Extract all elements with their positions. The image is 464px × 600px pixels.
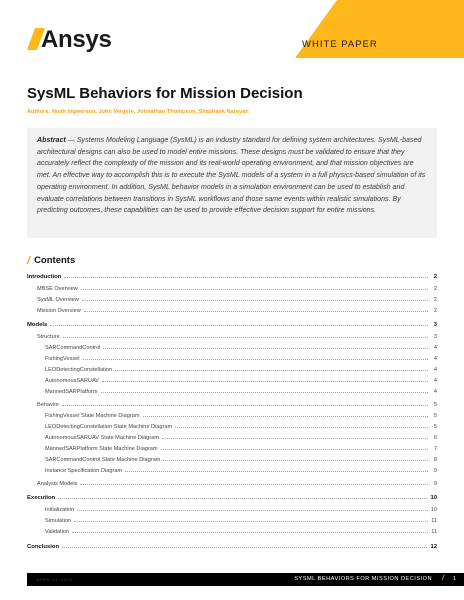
toc-entry-label: Introduction [27,274,62,280]
toc-entry-label: LEODetectingConstellation [45,367,113,373]
toc-dot-leader [62,400,428,406]
toc-dot-leader [162,433,428,439]
toc-entry-page: 4 [433,345,437,351]
toc-entry[interactable] [27,542,437,552]
toc-dot-leader [82,295,428,301]
toc-entry-label: Execution [27,495,56,501]
abstract-paragraph [37,135,427,217]
toc-entry-page: 5 [433,402,437,408]
toc-entry-label: Initialization [45,507,75,513]
toc-entry-label: Instance Specification Diagram [45,468,123,474]
toc-dot-leader [102,376,428,382]
toc-dot-leader [80,479,428,485]
toc-dot-leader [83,354,428,360]
toc-entry[interactable] [27,411,437,421]
toc-entry-page: 11 [431,518,437,524]
toc-entry[interactable] [27,493,437,503]
toc-entry[interactable] [27,284,437,294]
toc-dot-leader [103,343,428,349]
toc-dot-leader [161,444,428,450]
abstract-label: Abstract [37,136,66,144]
toc-entry-page: 3 [433,334,437,340]
toc-entry[interactable] [27,354,437,364]
contents-slash-mark: / [27,255,31,267]
toc-entry[interactable] [27,466,437,476]
toc-entry[interactable] [27,306,437,316]
toc-entry[interactable] [27,343,437,353]
toc-entry-page: 6 [433,435,437,441]
toc-entry-label: FishingVessel State Machine Diagram [45,413,140,419]
toc-dot-leader [84,306,428,312]
toc-entry-label: Conclusion [27,544,60,550]
toc-entry-page: 11 [431,529,437,535]
toc-dot-leader [101,387,428,393]
toc-entry[interactable] [27,332,437,342]
toc-entry[interactable] [27,422,437,432]
toc-dot-leader [81,284,428,290]
table-of-contents [27,272,437,552]
toc-entry[interactable] [27,387,437,397]
toc-entry-page: 4 [433,367,437,373]
toc-entry-label: Structure [37,334,60,340]
toc-entry-page: 4 [433,378,437,384]
toc-entry-page: 7 [433,446,437,452]
toc-entry[interactable] [27,444,437,454]
toc-entry-page: 9 [433,481,437,487]
contents-heading [27,254,75,268]
abstract-box [27,128,437,238]
page-footer [27,573,464,586]
toc-entry[interactable] [27,433,437,443]
toc-entry-label: Models [27,322,48,328]
toc-entry[interactable] [27,479,437,489]
toc-entry[interactable] [27,376,437,386]
toc-entry[interactable] [27,295,437,305]
footer-slash-mark: / [442,575,444,582]
toc-dot-leader [163,455,428,461]
toc-entry-page: 9 [433,468,437,474]
toc-dot-leader [72,527,428,533]
toc-dot-leader [74,516,428,522]
footer-title: SYSML BEHAVIORS FOR MISSION DECISION [294,576,432,582]
toc-dot-leader [175,422,428,428]
toc-entry-label: Simulation [45,518,72,524]
toc-dot-leader [64,272,428,278]
toc-entry-page: 2 [433,274,437,280]
toc-entry-page: 2 [433,297,437,303]
toc-entry[interactable] [27,527,437,537]
toc-dot-leader [115,365,428,371]
toc-entry-label: SysML Overview [37,297,79,303]
toc-entry-label: Validation [45,529,70,535]
toc-entry[interactable] [27,320,437,330]
toc-dot-leader [50,320,428,326]
toc-entry-label: AutonomousSARUAV [45,378,99,384]
contents-title: Contents [34,255,76,266]
toc-entry-label: MBSE Overview [37,286,78,292]
toc-entry-label: LEODetectingConstellation State Machine Diagram [45,424,173,430]
toc-entry-label: SARCommandControl State Machine Diagram [45,457,161,463]
toc-dot-leader [125,466,428,472]
white-paper-label: WHITE PAPER [302,39,378,50]
toc-entry-page: 5 [433,413,437,419]
toc-entry[interactable] [27,400,437,410]
toc-entry-page: 8 [433,457,437,463]
toc-entry-page: 4 [433,356,437,362]
footer-date: APRIL 14, 2023 [37,577,73,582]
toc-dot-leader [62,542,427,548]
toc-dot-leader [63,332,428,338]
toc-entry-page: 3 [433,322,437,328]
toc-entry-label: Analysis Models [37,481,78,487]
toc-entry-label: MannedSARPlatform State Machine Diagram [45,446,158,452]
toc-entry-label: Mission Overview [37,308,81,314]
footer-page-number: 1 [452,576,456,582]
toc-entry[interactable] [27,516,437,526]
toc-entry-label: AutonomousSARUAV State Machine Diagram [45,435,159,441]
toc-dot-leader [77,505,428,511]
toc-entry-page: 2 [433,308,437,314]
toc-entry[interactable] [27,365,437,375]
toc-entry-page: 5 [433,424,437,430]
toc-entry-page: 12 [430,544,437,550]
toc-entry-page: 10 [430,495,437,501]
abstract-text: — Systems Modeling Language (SysML) is an industry standard for defining system architectures. SysML-based architectural designs can also be used to model entire missions. These designs must be validated to ensure that they accurately reflect the complexity of the mission and its real-world operating environment, and that mission objectives are met. An effective way to accomplish this is to execute the SysML models of a system in a full physics-based simulation of its operating environment. In addition, SysML behavior models in a simulation environment can be used to establish and evaluate correlations between transitions in SysML workflows and those same events within realistic simulations. By predicting outcomes, these capabilities can be used to provide effective decision support for entire missions. [37,136,426,215]
toc-dot-leader [58,493,427,499]
toc-entry-page: 4 [433,389,437,395]
toc-entry[interactable] [27,455,437,465]
toc-entry-label: FishingVessel [45,356,80,362]
document-title: SysML Behaviors for Mission Decision [27,85,303,102]
toc-entry[interactable] [27,505,437,515]
toc-entry-page: 10 [430,507,437,513]
toc-entry-page: 2 [433,286,437,292]
toc-entry-label: SARCommandControl [45,345,101,351]
document-authors: Authors: Noah Ingwerson, John Vergere, Johnathan Thompson, Shashank Narayan [27,109,249,115]
toc-dot-leader [143,411,428,417]
toc-entry-label: MannedSARPlatform [45,389,98,395]
toc-entry[interactable] [27,272,437,282]
logo-text: Ansys [41,26,112,53]
toc-entry-label: Behavior [37,402,60,408]
ansys-logo [27,26,127,54]
